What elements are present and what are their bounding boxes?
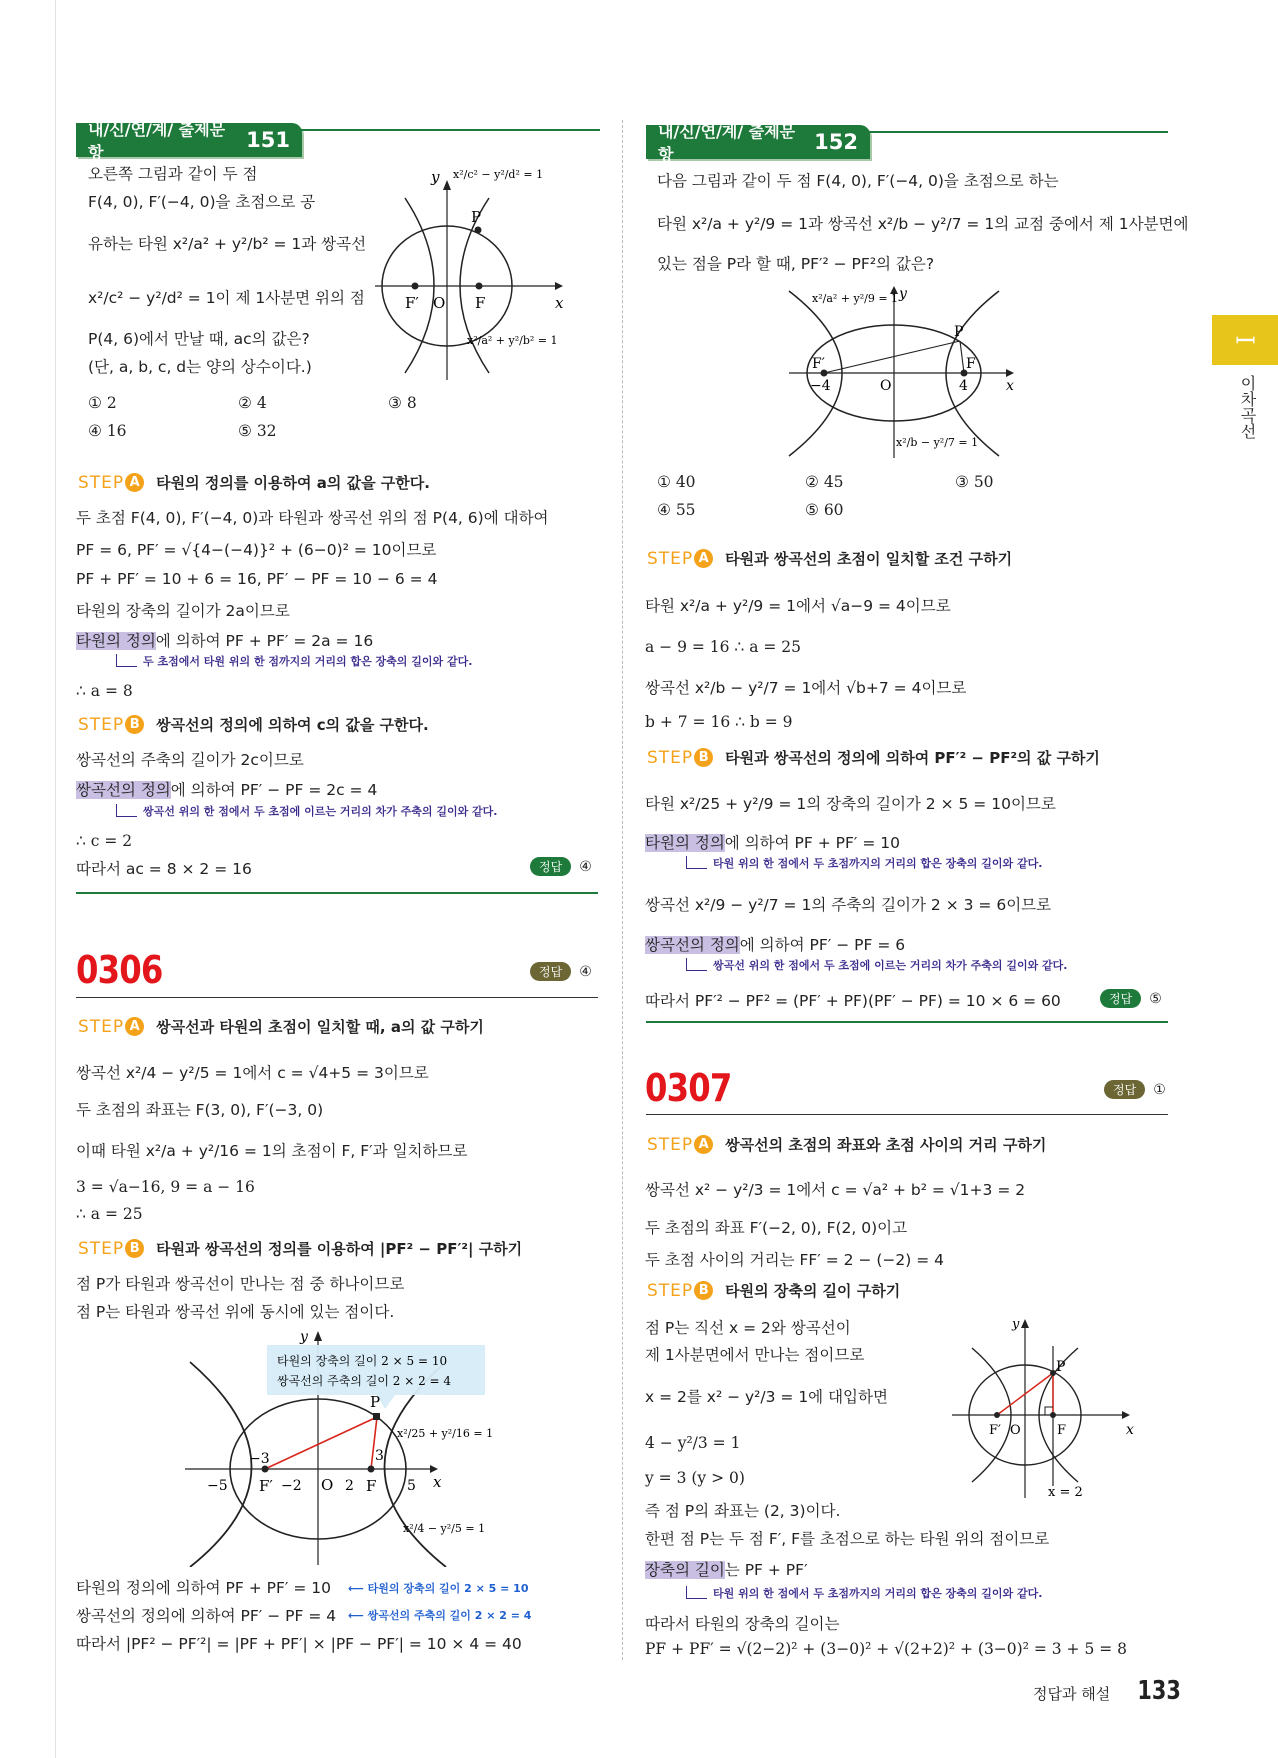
step-tag: STEP bbox=[647, 548, 694, 569]
arrow-icon bbox=[1021, 1319, 1029, 1328]
step-a-heading bbox=[78, 472, 430, 493]
solution-line: a − 9 = 16 ∴ a = 25 bbox=[645, 638, 802, 656]
step-title: 타원과 쌍곡선의 정의에 의하여 PF′² − PF²의 값 구하기 bbox=[725, 749, 1100, 767]
solution-line: 두 초점 사이의 거리는 FF′ = 2 − (−2) = 4 bbox=[645, 1251, 945, 1269]
step-a-heading bbox=[78, 1016, 484, 1037]
arrow-icon bbox=[314, 1331, 322, 1341]
step-title: 타원과 쌍곡선의 초점이 일치할 조건 구하기 bbox=[725, 550, 1013, 568]
diagram-0307 bbox=[952, 1316, 1142, 1501]
tick-label: −2 bbox=[281, 1478, 302, 1494]
problem-152-banner bbox=[646, 122, 870, 164]
callout-line-2: 쌍곡선의 주축의 길이 2 × 2 = 4 bbox=[277, 1374, 452, 1388]
step-letter: A bbox=[694, 549, 713, 568]
section-rule bbox=[76, 892, 598, 894]
solution-line: x = 2를 x² − y²/3 = 1에 대입하면 bbox=[645, 1388, 888, 1406]
step-letter: B bbox=[694, 748, 713, 767]
solution-line: 제 1사분면에서 만나는 점이므로 bbox=[645, 1346, 865, 1364]
tick-label: 3 bbox=[375, 1448, 384, 1464]
highlight-term: 쌍곡선의 정의 bbox=[76, 781, 171, 799]
problem-text: 있는 점을 P라 할 때, PF′² − PF²의 값은? bbox=[657, 255, 935, 273]
label-f2: F′ bbox=[989, 1423, 1001, 1438]
choice[interactable]: ② 4 bbox=[238, 394, 267, 412]
solution-line: 쌍곡선 x²/4 − y²/5 = 1에서 c = √4+5 = 3이므로 bbox=[76, 1064, 429, 1082]
focus-f-point bbox=[368, 1466, 375, 1473]
choice[interactable]: ① 2 bbox=[88, 394, 117, 412]
arrow-icon bbox=[686, 1586, 707, 1599]
label-f2: F′ bbox=[405, 294, 419, 312]
label-ellipse-eq: x²/25 + y²/16 = 1 bbox=[397, 1427, 494, 1440]
text: 에 의하여 PF′ − PF = 6 bbox=[739, 936, 906, 954]
solution-line: 두 초점의 좌표 F′(−2, 0), F(2, 0)이고 bbox=[645, 1219, 908, 1237]
side-note: ⟵ 타원의 장축의 길이 2 × 5 = 10 bbox=[348, 1582, 529, 1595]
note-text: 쌍곡선 위의 한 점에서 두 초점에 이르는 거리의 차가 주축의 길이와 같다. bbox=[713, 959, 1068, 972]
choice[interactable]: ③ 8 bbox=[388, 394, 417, 412]
problem-text: P(4, 6)에서 만날 때, ac의 값은? bbox=[88, 330, 310, 348]
label-m4: −4 bbox=[810, 378, 831, 394]
choice[interactable]: ③ 50 bbox=[955, 473, 994, 491]
answer-badge bbox=[530, 962, 592, 981]
definition-note bbox=[116, 653, 472, 669]
choice[interactable]: ⑤ 60 bbox=[805, 501, 844, 519]
solution-line: 타원의 정의에 의하여 PF + PF′ = 10 bbox=[76, 1579, 331, 1597]
solution-line: ∴ a = 25 bbox=[76, 1205, 143, 1223]
solution-line bbox=[76, 629, 373, 651]
section-rule bbox=[76, 997, 598, 998]
solution-line: 점 P가 타원과 쌍곡선이 만나는 점 중 하나이므로 bbox=[76, 1275, 405, 1293]
hyperbola-left-branch bbox=[190, 1362, 252, 1567]
solution-line bbox=[76, 778, 377, 800]
footer bbox=[1033, 1676, 1187, 1706]
final-line: 따라서 PF′² − PF² = (PF′ + PF)(PF′ − PF) = 10 × 6 = 60 bbox=[645, 992, 1061, 1010]
tick-label: −3 bbox=[249, 1451, 270, 1467]
highlight-term: 장축의 길이 bbox=[645, 1561, 725, 1579]
result-line: ∴ a = 8 bbox=[76, 682, 133, 700]
label-ellipse-eq: x²/a² + y²/9 = 1 bbox=[812, 292, 899, 305]
step-letter: A bbox=[125, 1017, 144, 1036]
solution-line: 쌍곡선 x²/9 − y²/7 = 1의 주축의 길이가 2 × 3 = 6이므로 bbox=[645, 896, 1052, 914]
segment-pf bbox=[960, 341, 964, 373]
step-letter: B bbox=[125, 715, 144, 734]
label-hyperbola-eq: x²/b − y²/7 = 1 bbox=[896, 436, 979, 449]
problem-text: x²/c² − y²/d² = 1이 제 1사분면 위의 점 bbox=[88, 289, 365, 307]
solution-line: y = 3 (y > 0) bbox=[645, 1469, 745, 1487]
problem-text: 오른쪽 그림과 같이 두 점 bbox=[88, 165, 258, 183]
label-o: O bbox=[880, 378, 892, 394]
answer-label: 정답 bbox=[530, 857, 571, 876]
label-hyperbola-eq: x²/4 − y²/5 = 1 bbox=[403, 1522, 486, 1535]
callout-line-1: 타원의 장축의 길이 2 × 5 = 10 bbox=[277, 1354, 448, 1368]
note-text: 쌍곡선 위의 한 점에서 두 초점에 이르는 거리의 차가 주축의 길이와 같다. bbox=[143, 805, 498, 818]
solution-line: 점 P는 타원과 쌍곡선 위에 동시에 있는 점이다. bbox=[76, 1303, 395, 1321]
banner-rule bbox=[868, 131, 1168, 133]
problem-number: 152 bbox=[814, 130, 858, 154]
arrow-icon bbox=[116, 654, 137, 667]
label-f: F bbox=[966, 356, 976, 372]
step-letter: B bbox=[694, 1281, 713, 1300]
solution-line: 3 = √a−16, 9 = a − 16 bbox=[76, 1178, 255, 1196]
step-tag: STEP bbox=[78, 1238, 125, 1259]
step-tag: STEP bbox=[647, 1134, 694, 1155]
arrow-icon bbox=[430, 1465, 438, 1473]
solution-line: 점 P는 직선 x = 2와 쌍곡선이 bbox=[645, 1319, 851, 1337]
answer-badge bbox=[530, 857, 592, 876]
point-p bbox=[475, 227, 482, 234]
answer-badge bbox=[1104, 1080, 1166, 1099]
label-f: F bbox=[1057, 1423, 1067, 1438]
arrow-icon bbox=[1006, 369, 1014, 377]
solution-line bbox=[645, 933, 905, 955]
step-title: 쌍곡선의 초점의 좌표와 초점 사이의 거리 구하기 bbox=[725, 1136, 1047, 1154]
focus-f2-point bbox=[412, 283, 419, 290]
problem-text: 타원 x²/a + y²/9 = 1과 쌍곡선 x²/b − y²/7 = 1의 교점 중에서 제 1사분면에 bbox=[657, 215, 1189, 233]
choice[interactable]: ① 40 bbox=[657, 473, 696, 491]
solution-line: 쌍곡선 x² − y²/3 = 1에서 c = √a² + b² = √1+3 = 2 bbox=[645, 1181, 1026, 1199]
label-p: P bbox=[471, 208, 482, 226]
definition-note bbox=[686, 855, 1042, 871]
definition-note bbox=[686, 957, 1067, 973]
solution-line: 쌍곡선의 주축의 길이가 2c이므로 bbox=[76, 751, 304, 769]
step-title: 쌍곡선의 정의에 의하여 c의 값을 구한다. bbox=[156, 716, 429, 734]
arrow-icon bbox=[686, 856, 707, 869]
text: 는 PF + PF′ bbox=[724, 1561, 808, 1579]
problem-151-banner bbox=[76, 120, 302, 162]
diagram-0306 bbox=[185, 1327, 515, 1567]
tick-label: −5 bbox=[207, 1478, 228, 1494]
solution-line: 따라서 |PF² − PF′²| = |PF + PF′| × |PF − PF′| = 10 × 4 = 40 bbox=[76, 1635, 522, 1653]
text: 에 의하여 PF + PF′ = 10 bbox=[724, 834, 900, 852]
solution-line: 쌍곡선의 정의에 의하여 PF′ − PF = 4 bbox=[76, 1607, 337, 1625]
choice[interactable]: ④ 55 bbox=[657, 501, 696, 519]
label-f2: F′ bbox=[812, 356, 825, 372]
segment-pf2 bbox=[265, 1417, 377, 1469]
label-y: y bbox=[431, 168, 440, 186]
solution-line: 따라서 타원의 장축의 길이는 bbox=[645, 1615, 840, 1633]
text: 에 의하여 PF′ − PF = 2c = 4 bbox=[170, 781, 378, 799]
step-tag: STEP bbox=[647, 1280, 694, 1301]
label-line: x = 2 bbox=[1048, 1485, 1083, 1500]
step-b-heading bbox=[647, 747, 1100, 768]
answer-value: ④ bbox=[579, 963, 592, 980]
label-x: x bbox=[1006, 378, 1014, 394]
result-line: ∴ c = 2 bbox=[76, 832, 133, 850]
choice[interactable]: ④ 16 bbox=[88, 422, 127, 440]
step-title: 타원의 정의를 이용하여 a의 값을 구한다. bbox=[156, 474, 430, 492]
solution-line: 두 초점의 좌표는 F(3, 0), F′(−3, 0) bbox=[76, 1101, 324, 1119]
label-f: F bbox=[475, 294, 486, 312]
label-o: O bbox=[1010, 1423, 1021, 1438]
problem-number-0307: 0307 bbox=[645, 1066, 732, 1110]
step-b-heading bbox=[78, 1238, 522, 1259]
label-y: y bbox=[300, 1329, 308, 1345]
answer-label: 정답 bbox=[530, 962, 571, 981]
chapter-tab[interactable] bbox=[1212, 315, 1278, 365]
label-y: y bbox=[1012, 1317, 1020, 1332]
focus-f-point bbox=[1050, 1412, 1056, 1418]
answer-value: ④ bbox=[579, 858, 592, 875]
definition-note bbox=[686, 1585, 1042, 1601]
tick-label: 5 bbox=[407, 1478, 416, 1494]
diagram-151 bbox=[375, 168, 590, 383]
segment-pf2 bbox=[824, 341, 960, 373]
solution-line: 이때 타원 x²/a + y²/16 = 1의 초점이 F, F′과 일치하므로 bbox=[76, 1142, 468, 1160]
label-y: y bbox=[899, 286, 907, 302]
section-rule bbox=[646, 1021, 1168, 1023]
arrow-icon bbox=[686, 958, 707, 971]
page-number: 133 bbox=[1137, 1676, 1182, 1706]
label-ellipse-eq: x²/a² + y²/b² = 1 bbox=[467, 334, 558, 347]
step-a-heading bbox=[647, 1134, 1046, 1155]
note-text: 타원 위의 한 점에서 두 초점까지의 거리의 합은 장축의 길이와 같다. bbox=[713, 857, 1043, 870]
final-line: 따라서 ac = 8 × 2 = 16 bbox=[76, 860, 252, 878]
solution-line: 타원의 장축의 길이가 2a이므로 bbox=[76, 602, 290, 620]
step-b-heading bbox=[78, 714, 429, 735]
solution-line: 4 − y²/3 = 1 bbox=[645, 1434, 741, 1452]
solution-line: 한편 점 P는 두 점 F′, F를 초점으로 하는 타원 위의 점이므로 bbox=[645, 1530, 1050, 1548]
step-title: 쌍곡선과 타원의 초점이 일치할 때, a의 값 구하기 bbox=[156, 1018, 484, 1036]
arrow-icon bbox=[555, 282, 563, 290]
answer-value: ⑤ bbox=[1149, 990, 1162, 1007]
label-f2: F′ bbox=[259, 1477, 273, 1495]
label-p: P bbox=[1056, 1359, 1066, 1375]
focus-f-point bbox=[476, 283, 483, 290]
problem-number-0306: 0306 bbox=[76, 948, 163, 992]
tick-label: 2 bbox=[345, 1478, 354, 1494]
answer-value: ① bbox=[1153, 1081, 1166, 1098]
label-hyperbola-eq: x²/c² − y²/d² = 1 bbox=[453, 168, 544, 181]
focus-f2-point bbox=[994, 1412, 1000, 1418]
step-tag: STEP bbox=[647, 747, 694, 768]
note-text: 쌍곡선의 주축의 길이 2 × 2 = 4 bbox=[367, 1609, 532, 1622]
diagram-152 bbox=[784, 286, 1024, 461]
footer-label: 정답과 해설 bbox=[1033, 1685, 1111, 1703]
chapter-numeral: I bbox=[1230, 335, 1259, 345]
note-text: 타원의 장축의 길이 2 × 5 = 10 bbox=[367, 1582, 529, 1595]
choice[interactable]: ② 45 bbox=[805, 473, 844, 491]
highlight-term: 타원의 정의 bbox=[645, 834, 725, 852]
step-title: 타원과 쌍곡선의 정의를 이용하여 |PF² − PF′²| 구하기 bbox=[156, 1240, 523, 1258]
section-rule bbox=[646, 1114, 1168, 1115]
solution-line: 타원 x²/a + y²/9 = 1에서 √a−9 = 4이므로 bbox=[645, 597, 951, 615]
choice[interactable]: ⑤ 32 bbox=[238, 422, 277, 440]
problem-text: F(4, 0), F′(−4, 0)을 초점으로 공 bbox=[88, 193, 316, 211]
answer-label: 정답 bbox=[1104, 1080, 1145, 1099]
step-tag: STEP bbox=[78, 472, 125, 493]
banner-label: 내/신/연/계/ 출제문항 bbox=[658, 122, 796, 164]
answer-badge bbox=[1100, 989, 1162, 1008]
arrow-icon bbox=[116, 804, 137, 817]
step-a-heading bbox=[647, 548, 1012, 569]
highlight-term: 쌍곡선의 정의 bbox=[645, 936, 740, 954]
solution-line: 두 초점 F(4, 0), F′(−4, 0)과 타원과 쌍곡선 위의 점 P(4, 6)에 대하여 bbox=[76, 509, 549, 527]
label-o: O bbox=[433, 294, 446, 312]
problem-text: 다음 그림과 같이 두 점 F(4, 0), F′(−4, 0)을 초점으로 하는 bbox=[657, 172, 1059, 190]
solution-line: 타원 x²/25 + y²/9 = 1의 장축의 길이가 2 × 5 = 10이므로 bbox=[645, 795, 1056, 813]
banner-label: 내/신/연/계/ 출제문항 bbox=[88, 120, 226, 162]
highlight-term: 타원의 정의 bbox=[76, 632, 156, 650]
step-tag: STEP bbox=[78, 714, 125, 735]
solution-line: PF + PF′ = √(2−2)² + (3−0)² + √(2+2)² + (3−0)² = 3 + 5 = 8 bbox=[645, 1640, 1128, 1658]
text: 에 의하여 PF + PF′ = 2a = 16 bbox=[155, 632, 374, 650]
note-text: 두 초점에서 타원 위의 한 점까지의 거리의 합은 장축의 길이와 같다. bbox=[143, 655, 473, 668]
solution-line bbox=[645, 1558, 808, 1580]
label-o: O bbox=[321, 1476, 334, 1494]
step-tag: STEP bbox=[78, 1016, 125, 1037]
left-margin-line bbox=[55, 0, 56, 1758]
solution-line bbox=[645, 831, 900, 853]
step-title: 타원의 장축의 길이 구하기 bbox=[725, 1282, 901, 1300]
solution-line: PF + PF′ = 10 + 6 = 16, PF′ − PF = 10 − 6 = 4 bbox=[76, 570, 438, 588]
label-f: F bbox=[366, 1477, 377, 1495]
column-divider bbox=[622, 120, 623, 1660]
definition-note bbox=[116, 803, 497, 819]
step-letter: B bbox=[125, 1239, 144, 1258]
label-4: 4 bbox=[959, 378, 968, 394]
arrow-icon bbox=[1122, 1411, 1130, 1419]
arrow-icon bbox=[443, 180, 451, 190]
step-b-heading bbox=[647, 1280, 900, 1301]
label-p: P bbox=[954, 324, 964, 340]
label-p: P bbox=[370, 1393, 381, 1411]
solution-line: 쌍곡선 x²/b − y²/7 = 1에서 √b+7 = 4이므로 bbox=[645, 679, 967, 697]
banner-rule bbox=[300, 129, 600, 131]
step-letter: A bbox=[125, 473, 144, 492]
label-x: x bbox=[433, 1473, 442, 1491]
answer-label: 정답 bbox=[1100, 989, 1141, 1008]
problem-number: 151 bbox=[246, 128, 290, 152]
step-letter: A bbox=[694, 1135, 713, 1154]
chapter-label: 이차곡선 bbox=[1238, 375, 1257, 439]
solution-line: PF = 6, PF′ = √{4−(−4)}² + (6−0)² = 10이므로 bbox=[76, 541, 437, 559]
label-x: x bbox=[555, 294, 564, 312]
problem-text: 유하는 타원 x²/a² + y²/b² = 1과 쌍곡선 bbox=[88, 235, 367, 253]
solution-line: 즉 점 P의 좌표는 (2, 3)이다. bbox=[645, 1502, 841, 1520]
problem-text: (단, a, b, c, d는 양의 상수이다.) bbox=[88, 358, 312, 376]
side-note: ⟵ 쌍곡선의 주축의 길이 2 × 2 = 4 bbox=[348, 1609, 532, 1622]
label-x: x bbox=[1126, 1422, 1134, 1438]
note-text: 타원 위의 한 점에서 두 초점까지의 거리의 합은 장축의 길이와 같다. bbox=[713, 1587, 1043, 1600]
solution-line: b + 7 = 16 ∴ b = 9 bbox=[645, 713, 793, 731]
point-p bbox=[373, 1413, 380, 1420]
